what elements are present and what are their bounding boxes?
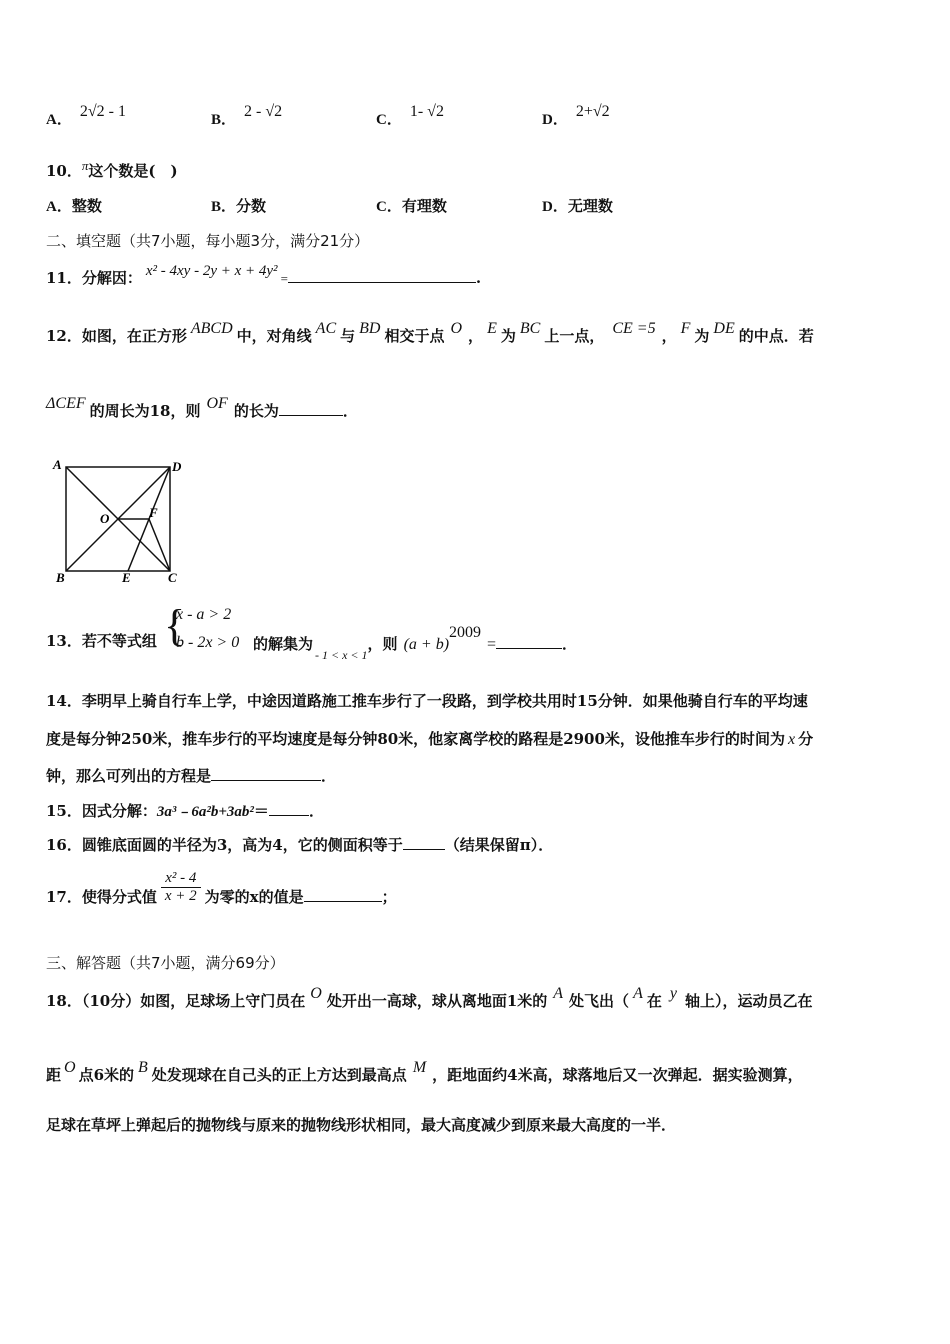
label-b: B — [56, 570, 65, 585]
option-expression: 2√2 - 1 — [79, 103, 126, 120]
text-segment: 18．（10分）如图，足球场上守门员在 — [46, 992, 306, 1010]
question-18-line-1 — [46, 985, 813, 1011]
text-segment: 中，对角线 — [236, 327, 312, 345]
factor-expression: x² - 4xy - 2y + x + 4y² — [145, 263, 278, 279]
text-segment: 与 — [340, 327, 356, 345]
answer-blank — [304, 901, 382, 902]
point-b: B — [138, 1059, 148, 1076]
point-a: A — [633, 985, 643, 1002]
text-segment: 17．使得分式值 — [46, 887, 157, 906]
option-letter: B． — [211, 112, 237, 128]
text-segment: 上一点， — [544, 327, 605, 345]
point-m: M — [412, 1059, 427, 1076]
option-b — [211, 195, 266, 216]
text-segment: 处发现球在自己头的正上方达到最高点 — [151, 1066, 407, 1084]
question-14-line-2 — [46, 728, 813, 749]
text-segment: 的中点．若 — [738, 327, 814, 345]
question-17 — [46, 870, 397, 905]
option-a — [46, 103, 126, 129]
fraction-numerator: x² - 4 — [165, 870, 197, 886]
text-segment: 距 — [46, 1066, 62, 1084]
label-d: D — [172, 459, 182, 474]
answer-blank — [269, 815, 309, 816]
option-text: 整数 — [71, 197, 102, 215]
option-letter: A． — [46, 112, 72, 128]
text-segment: 钟，那么可列出的方程是 — [46, 767, 212, 785]
text-segment: ． — [342, 402, 358, 420]
point-o: O — [310, 985, 322, 1002]
label-e: E — [122, 570, 131, 585]
option-letter: C． — [376, 112, 402, 128]
variable-x: x — [787, 731, 796, 748]
segment-de: DE — [713, 320, 735, 337]
option-c — [376, 195, 447, 216]
text-segment: ； — [381, 887, 397, 906]
text-segment: 的长为 — [233, 402, 279, 420]
question-12 — [46, 320, 814, 346]
power-base: (a + b) — [403, 636, 450, 653]
section-3-title: 三、解答题（共7小题，满分69分） — [46, 954, 285, 972]
text-segment: 点6米的 — [78, 1066, 135, 1084]
text-segment: （结果保留π）． — [444, 836, 554, 854]
text-segment: 为零的x的值是 — [204, 887, 304, 906]
ce-length: CE =5 — [612, 320, 656, 337]
answer-blank — [288, 282, 476, 283]
text-segment: 的周长为18，则 — [89, 402, 201, 420]
option-d — [542, 195, 613, 216]
text-segment: ， — [468, 327, 484, 345]
text-segment: ． — [321, 767, 337, 785]
text-segment: ， — [661, 327, 677, 345]
text-segment: 相交于点 — [384, 327, 445, 345]
label-f: F — [149, 505, 158, 520]
question-12-line-2 — [46, 395, 358, 421]
inequality-1: x - a > 2 — [176, 606, 232, 623]
text-segment: 度是每分钟250米，推车步行的平均速度是每分钟80米，他家离学校的路程是2900米，设他推车步行的时间为 — [46, 730, 785, 748]
question-18-line-2 — [46, 1059, 803, 1085]
text-segment: 为 — [694, 327, 710, 345]
text-segment: 的解集为 — [253, 635, 314, 653]
option-text: 有理数 — [401, 197, 447, 215]
option-letter: A． — [46, 199, 72, 215]
text-segment: 处开出一高球，球从离地面1米的 — [326, 992, 548, 1010]
pi-symbol: π — [81, 158, 89, 173]
question-14-line-3 — [46, 765, 336, 786]
label-a: A — [53, 457, 62, 472]
solution-set: - 1 < x < 1 — [315, 648, 368, 662]
question-16 — [46, 834, 553, 855]
label-c: C — [168, 570, 177, 585]
option-text: 分数 — [236, 197, 267, 215]
question-10 — [46, 160, 178, 181]
fraction — [161, 870, 201, 905]
question-14-line-1: 14．李明早上骑自行车上学，中途因道路施工推车步行了一段路，到学校共用时15分钟．如果他骑自行车的平均速 — [46, 692, 808, 710]
segment-of: OF — [206, 395, 228, 412]
text-segment: 在 — [646, 992, 662, 1010]
option-d — [542, 103, 610, 129]
question-13-rest — [253, 624, 578, 662]
point-f: F — [680, 320, 691, 337]
option-letter: B． — [211, 199, 237, 215]
point-o: O — [450, 320, 463, 337]
text-segment: ． — [562, 635, 578, 653]
inequality-2: b - 2x > 0 — [176, 634, 240, 651]
option-letter: C． — [376, 199, 402, 215]
answer-blank — [403, 849, 445, 850]
question-prefix: 11．分解因： — [46, 269, 142, 287]
question-text: 这个数是( ) — [88, 162, 178, 180]
section-2-title: 二、填空题（共7小题，每小题3分，满分21分） — [46, 232, 370, 250]
option-expression: 2 - √2 — [244, 103, 283, 120]
triangle-cef: ΔCEF — [46, 395, 86, 412]
question-15 — [46, 800, 324, 821]
point-a: A — [553, 985, 564, 1002]
diagonal-ac: AC — [315, 320, 337, 337]
question-number: 10． — [46, 162, 82, 180]
answer-blank — [211, 780, 321, 781]
power-exponent: 2009 — [449, 624, 482, 641]
option-expression: 1- √2 — [409, 103, 444, 120]
question-13-prefix: 13．若不等式组 — [46, 632, 157, 650]
side-bc: BC — [519, 320, 541, 337]
question-18-line-3: 足球在草坪上弹起后的抛物线与原来的抛物线形状相同，最大高度减少到原来最大高度的一半． — [46, 1116, 677, 1134]
square-name: ABCD — [190, 320, 233, 337]
text-segment: 分 — [798, 730, 814, 748]
equals-sign: = — [280, 271, 288, 286]
point-e: E — [487, 320, 497, 337]
axis-y: y — [669, 985, 677, 1002]
option-text: 无理数 — [567, 197, 613, 215]
option-expression: 2+√2 — [575, 103, 610, 120]
option-letter: D． — [542, 112, 568, 128]
option-a — [46, 195, 102, 216]
equals-sign: = — [487, 636, 497, 653]
text-segment: 处飞出（ — [569, 992, 630, 1010]
text-segment: 15．因式分解： — [46, 802, 157, 820]
text-segment: ，距地面约4米高，球落地后又一次弹起．据实验测算， — [432, 1066, 803, 1084]
text-segment: 为 — [500, 327, 516, 345]
text-segment: 16．圆锥底面圆的半径为3，高为4，它的侧面积等于 — [46, 836, 403, 854]
question-11: 11．分解因： x² - 4xy - 2y + x + 4y² = . — [46, 263, 482, 287]
equals-sign: ＝ — [253, 802, 269, 820]
label-o: O — [100, 511, 110, 526]
segment-fc-line — [149, 519, 170, 571]
point-o: O — [64, 1059, 76, 1076]
text-segment: ，则 — [367, 635, 398, 653]
option-letter: D． — [542, 199, 568, 215]
text-segment: ． — [308, 802, 324, 820]
text-segment: 轴上），运动员乙在 — [684, 992, 813, 1010]
option-c — [376, 103, 444, 129]
diagonal-bd: BD — [359, 320, 381, 337]
fraction-denominator: x + 2 — [161, 887, 201, 905]
answer-blank — [496, 648, 562, 649]
left-brace-icon: { — [164, 601, 186, 650]
factor-expression: 3a³﹣6a²b+3ab² — [156, 804, 254, 820]
text-segment: 12．如图，在正方形 — [46, 327, 187, 345]
option-b — [211, 103, 283, 129]
square-figure — [46, 455, 196, 585]
answer-blank — [279, 415, 343, 416]
